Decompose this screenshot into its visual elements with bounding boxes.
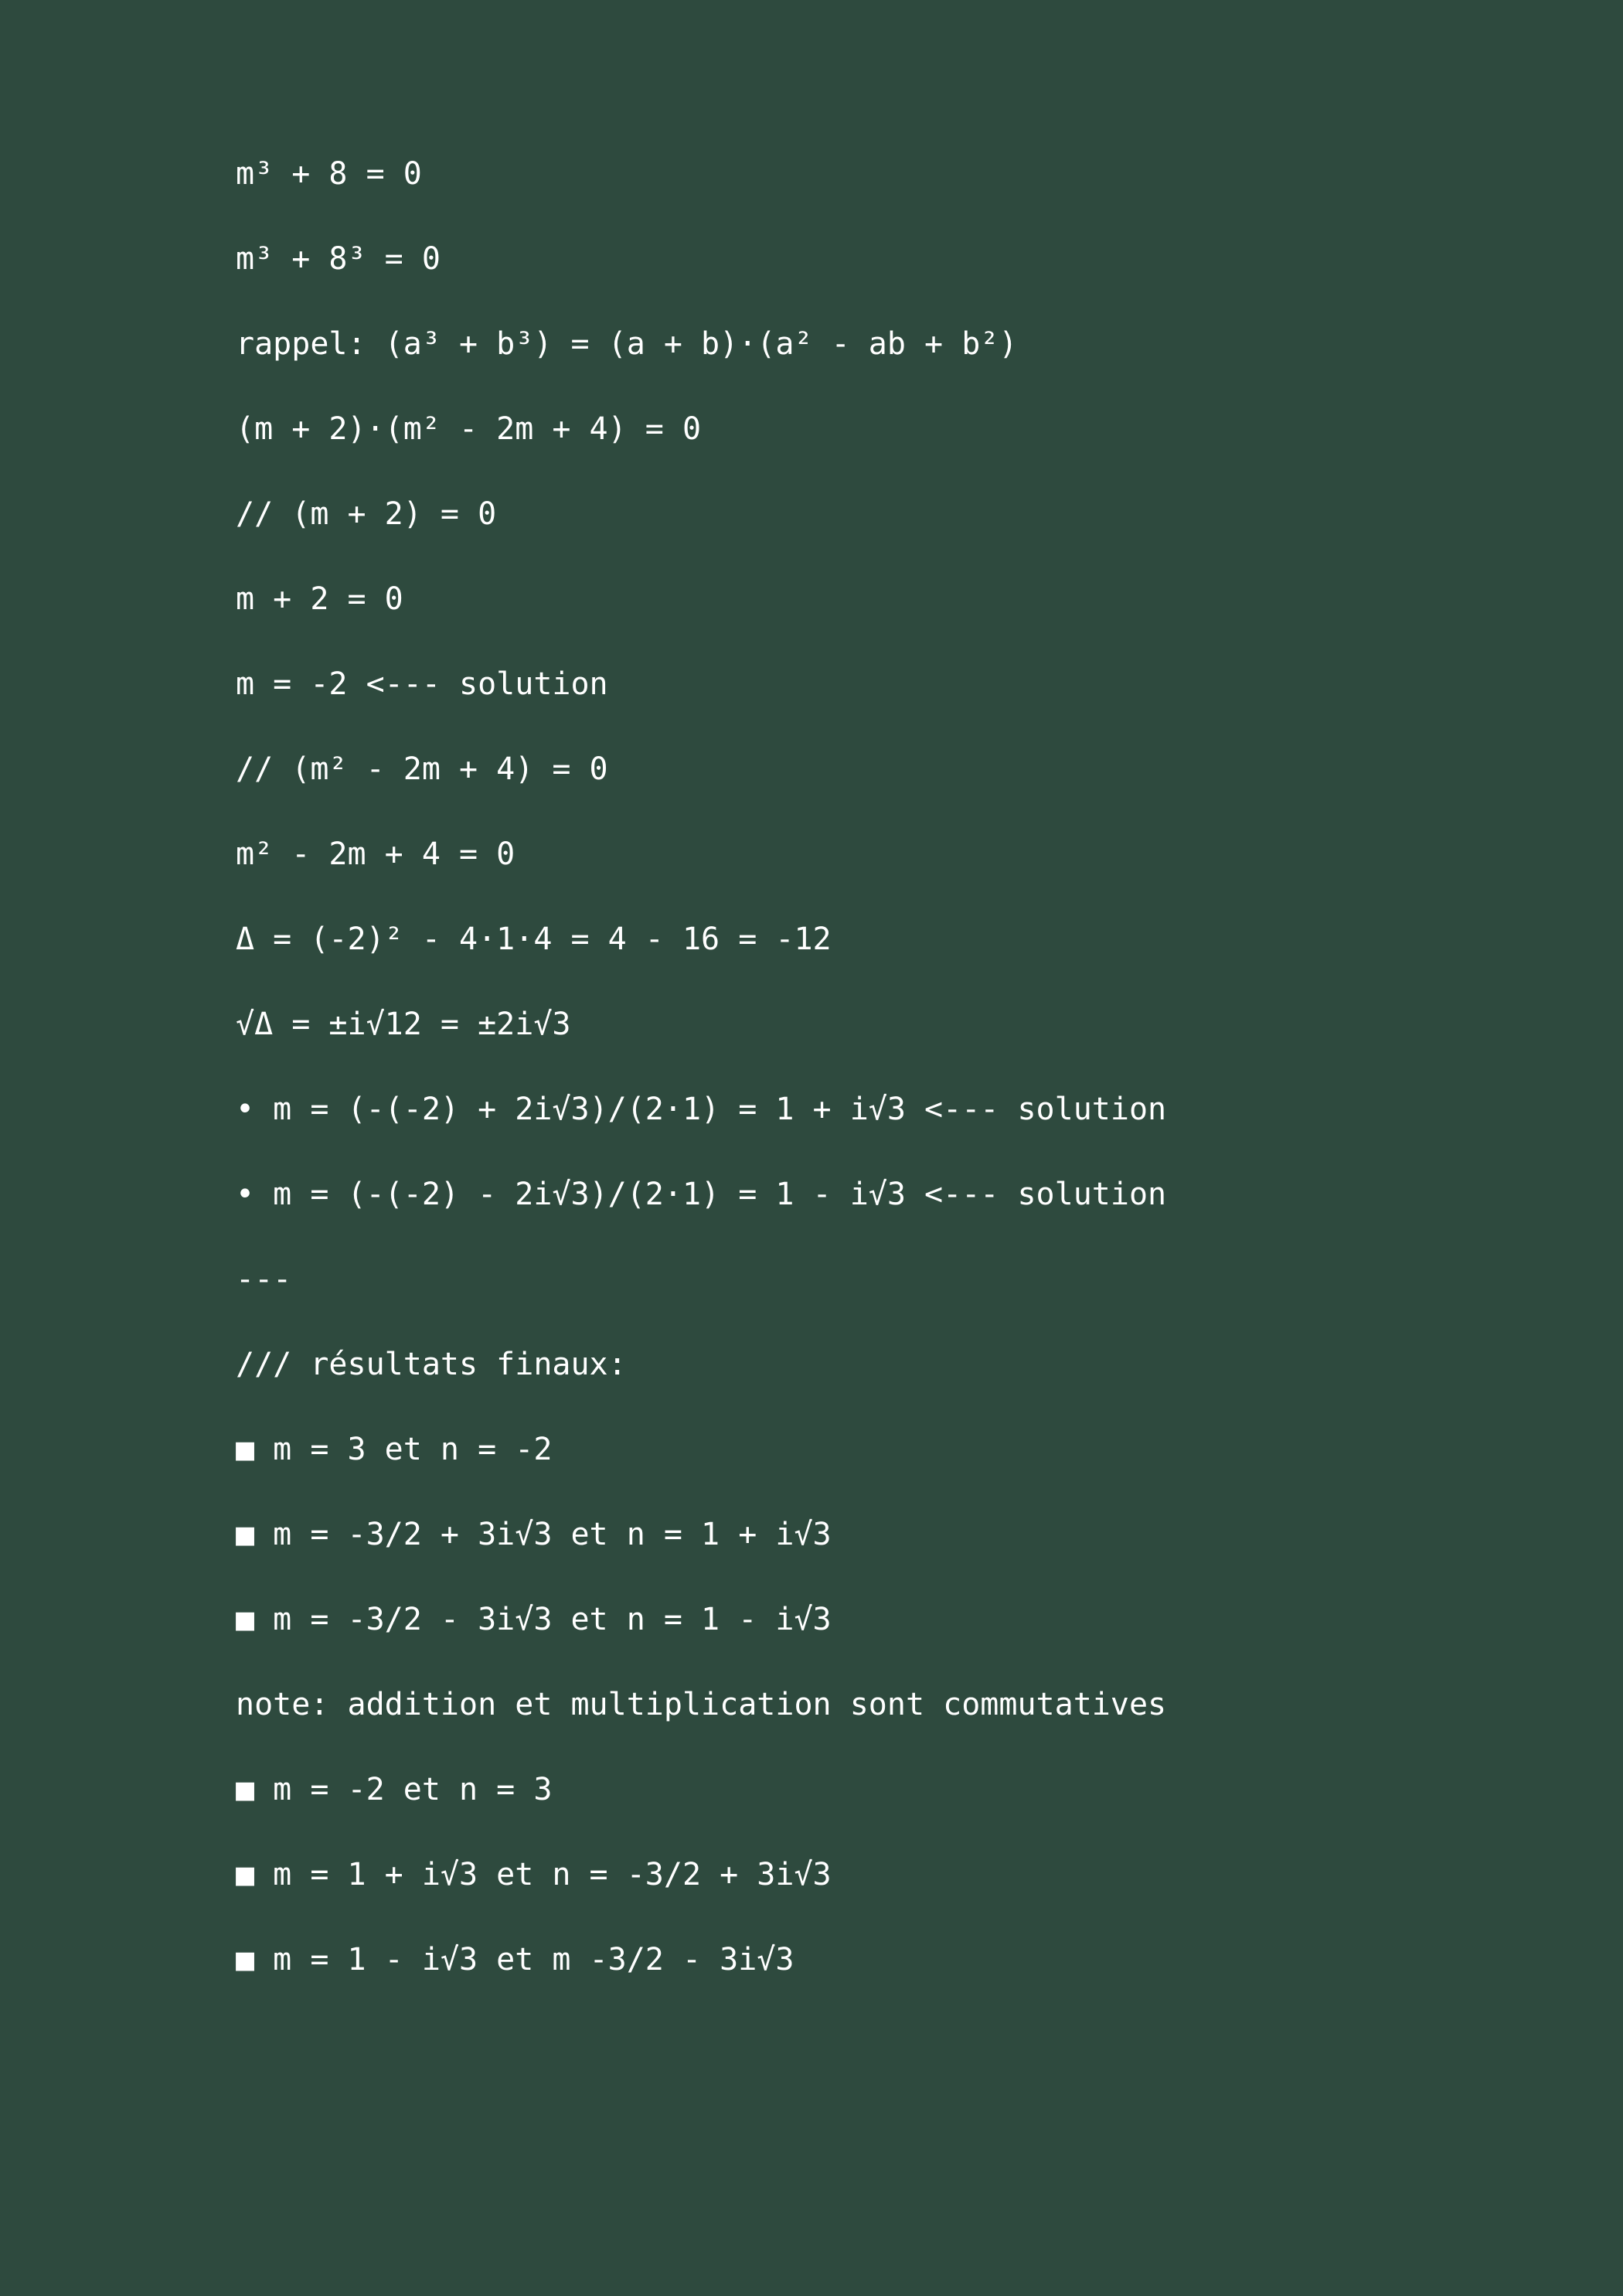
note-line: note: addition et multiplication sont commutatives: [236, 1687, 1167, 1722]
solution-line: • m = (-(-2) + 2i√3)/(2·1) = 1 + i√3 <--- solution: [236, 1092, 1167, 1127]
equation-line: m³ + 8 = 0: [236, 156, 422, 192]
results-heading: /// résultats finaux:: [236, 1347, 627, 1382]
result-item: ■ m = -3/2 + 3i√3 et n = 1 + i√3: [236, 1517, 832, 1552]
equation-line: m³ + 8³ = 0: [236, 241, 441, 277]
discriminant-line: Δ = (-2)² - 4·1·4 = 4 - 16 = -12: [236, 921, 832, 957]
equation-line: m² - 2m + 4 = 0: [236, 836, 515, 872]
solution-line: • m = (-(-2) - 2i√3)/(2·1) = 1 - i√3 <--- solution: [236, 1177, 1167, 1212]
equation-line: m + 2 = 0: [236, 581, 403, 617]
comment-line: // (m² - 2m + 4) = 0: [236, 751, 608, 787]
result-item: ■ m = -2 et n = 3: [236, 1772, 553, 1807]
result-item: ■ m = 1 - i√3 et m -3/2 - 3i√3: [236, 1942, 794, 1977]
comment-line: // (m + 2) = 0: [236, 496, 497, 532]
root-discriminant-line: √Δ = ±i√12 = ±2i√3: [236, 1007, 571, 1042]
result-item: ■ m = 1 + i√3 et n = -3/2 + 3i√3: [236, 1857, 832, 1892]
solution-line: m = -2 <--- solution: [236, 666, 608, 702]
equation-line: (m + 2)·(m² - 2m + 4) = 0: [236, 411, 702, 447]
separator-line: ---: [236, 1262, 292, 1297]
result-item: ■ m = 3 et n = -2: [236, 1432, 553, 1467]
result-item: ■ m = -3/2 - 3i√3 et n = 1 - i√3: [236, 1602, 832, 1637]
reminder-line: rappel: (a³ + b³) = (a + b)·(a² - ab + b²): [236, 326, 1018, 362]
